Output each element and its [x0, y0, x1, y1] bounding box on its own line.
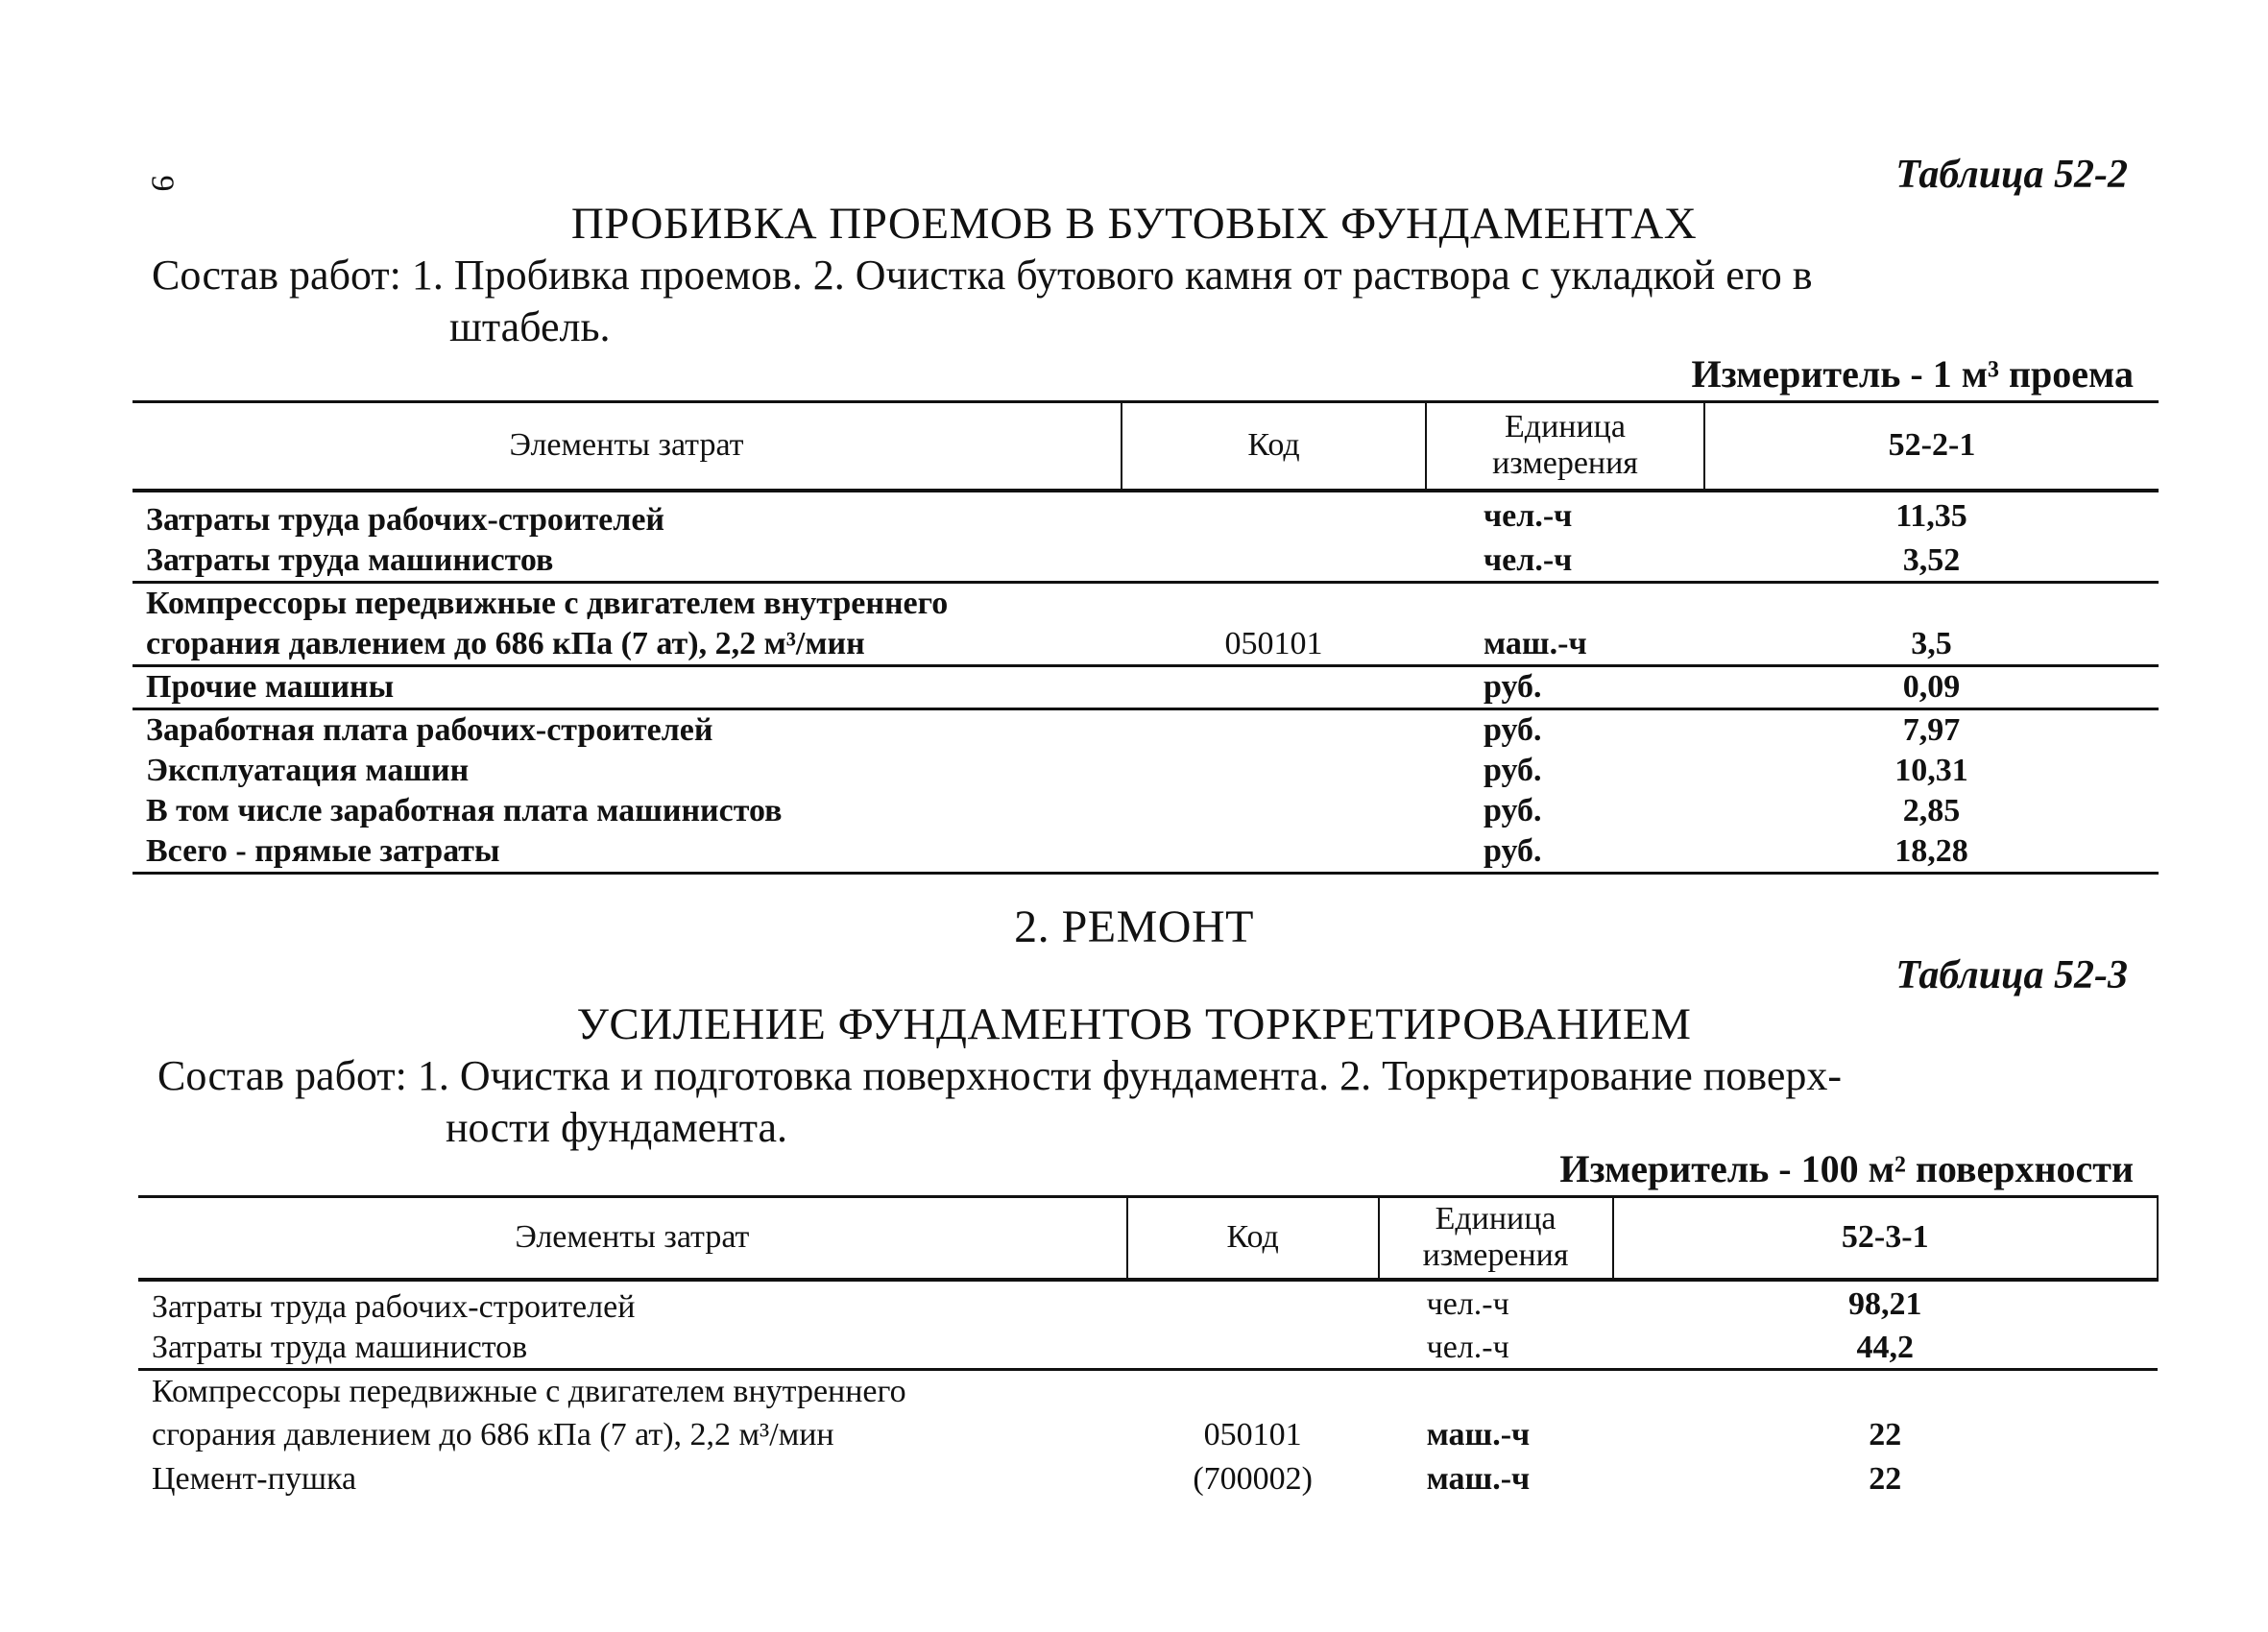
table-label-52-2: Таблица 52-2 [1895, 153, 2128, 197]
table-row [133, 708, 2159, 751]
row-unit: чел.-ч [1484, 541, 1573, 578]
row-name: Затраты труда рабочих-строителей [146, 501, 665, 538]
table-label-52-3: Таблица 52-3 [1895, 953, 2128, 997]
header-unit-line-1: Единица [1505, 409, 1626, 445]
row-unit: маш.-ч [1426, 1417, 1531, 1452]
row-value [1704, 582, 2159, 624]
row-code: (700002) [1193, 1461, 1313, 1497]
table-row [138, 1369, 2158, 1413]
row-name: Затраты труда машинистов [152, 1329, 528, 1365]
row-name: сгорания давлением до 686 кПа (7 ат), 2,2 м³/мин [146, 625, 865, 661]
row-name: Всего - прямые затраты [133, 831, 1122, 874]
row-code [1122, 540, 1426, 583]
table-row [133, 582, 2159, 624]
row-code [1122, 708, 1426, 751]
row-unit: чел.-ч [1426, 1285, 1509, 1322]
table-row [138, 1280, 2158, 1328]
header-unit [1426, 402, 1704, 491]
work-composition-line-1: Состав работ: 1. Очистка и подготовка поверхности фундамента. 2. Торкретирование поверх- [157, 1052, 1843, 1099]
row-value: 22 [1869, 1417, 1902, 1452]
table-row [133, 491, 2159, 540]
row-value [1613, 1369, 2159, 1413]
work-composition-line-2: штабель. [449, 303, 611, 350]
row-name: Компрессоры передвижные с двигателем внутреннего [133, 582, 1122, 624]
row-code: 050101 [1203, 1417, 1302, 1452]
table-row [138, 1457, 2158, 1501]
row-code [1127, 1328, 1379, 1370]
unit-measure-note-52-3: Измеритель - 100 м² поверхности [1559, 1147, 2134, 1190]
header-unit-line-2: измерения [1422, 1237, 1569, 1274]
header-unit-line-2: измерения [1492, 445, 1638, 482]
cost-table-52-2 [133, 400, 2159, 875]
row-value: 0,09 [1704, 665, 2159, 708]
table-row [133, 831, 2159, 874]
row-unit [1379, 1369, 1613, 1413]
table-row [133, 665, 2159, 708]
header-norm-code: 52-2-1 [1704, 402, 2159, 491]
row-code [1122, 582, 1426, 624]
row-unit: чел.-ч [1484, 497, 1573, 534]
row-code [1122, 831, 1426, 874]
work-composition-52-3 [157, 1050, 2135, 1154]
table-title-52-2: ПРОБИВКА ПРОЕМОВ В БУТОВЫХ ФУНДАМЕНТАХ [570, 199, 1698, 249]
row-value: 44,2 [1856, 1329, 1914, 1365]
table-header-row [138, 1197, 2158, 1280]
row-code [1127, 1280, 1379, 1328]
row-name: В том числе заработная плата машинистов [146, 792, 783, 828]
row-code: 050101 [1224, 625, 1323, 661]
table-title-52-3: УСИЛЕНИЕ ФУНДАМЕНТОВ ТОРКРЕТИРОВАНИЕМ [576, 999, 1692, 1049]
row-name: Компрессоры передвижные с двигателем внутреннего [138, 1369, 1127, 1413]
row-code [1122, 491, 1426, 540]
table-row [138, 1413, 2158, 1457]
row-code [1127, 1369, 1379, 1413]
row-value: 98,21 [1848, 1285, 1922, 1322]
header-cost-elements: Элементы затрат [138, 1197, 1127, 1280]
row-unit: руб. [1484, 792, 1542, 828]
header-code: Код [1127, 1197, 1379, 1280]
row-value: 18,28 [1704, 831, 2159, 874]
row-unit: маш.-ч [1426, 1461, 1531, 1497]
header-unit [1379, 1197, 1613, 1280]
row-value: 10,31 [1894, 752, 1968, 788]
table-row [138, 1328, 2158, 1370]
table-row [133, 624, 2159, 666]
row-unit: руб. [1426, 665, 1704, 708]
unit-measure-note-52-2: Измеритель - 1 м³ проема [1691, 352, 2134, 396]
section-heading: 2. РЕМОНТ [1014, 901, 1254, 952]
row-name: Затраты труда машинистов [146, 541, 554, 578]
row-name: Цемент-пушка [152, 1461, 357, 1497]
row-value: 3,52 [1902, 541, 1961, 578]
header-unit-line-1: Единица [1435, 1201, 1556, 1237]
row-value: 3,5 [1911, 625, 1952, 661]
table-row [133, 751, 2159, 791]
row-name: Прочие машины [133, 665, 1122, 708]
row-value: 7,97 [1704, 708, 2159, 751]
row-code [1122, 665, 1426, 708]
table-header-row [133, 402, 2159, 491]
row-unit: чел.-ч [1426, 1329, 1509, 1365]
row-unit: маш.-ч [1484, 625, 1587, 661]
page-number: 9 [144, 175, 181, 192]
row-unit [1426, 582, 1704, 624]
table-row [133, 791, 2159, 831]
row-unit: руб. [1426, 831, 1704, 874]
row-code [1122, 751, 1426, 791]
cost-table-52-3 [138, 1195, 2159, 1501]
row-name: сгорания давлением до 686 кПа (7 ат), 2,2 м³/мин [152, 1417, 834, 1452]
row-value: 2,85 [1902, 792, 1961, 828]
work-composition-line-1: Состав работ: 1. Пробивка проемов. 2. Очистка бутового камня от раствора с укладкой его в [152, 252, 1813, 299]
row-code [1122, 791, 1426, 831]
row-value: 22 [1869, 1461, 1902, 1497]
table-row [133, 540, 2159, 583]
work-composition-line-2: ности фундамента. [446, 1104, 788, 1151]
row-name: Затраты труда рабочих-строителей [152, 1288, 636, 1325]
header-code: Код [1122, 402, 1426, 491]
header-norm-code: 52-3-1 [1613, 1197, 2159, 1280]
row-unit: руб. [1426, 708, 1704, 751]
header-cost-elements: Элементы затрат [133, 402, 1122, 491]
row-name: Эксплуатация машин [146, 752, 470, 788]
row-unit: руб. [1484, 752, 1542, 788]
row-value: 11,35 [1895, 497, 1967, 534]
row-name: Заработная плата рабочих-строителей [133, 708, 1122, 751]
work-composition-52-2 [152, 250, 2130, 353]
